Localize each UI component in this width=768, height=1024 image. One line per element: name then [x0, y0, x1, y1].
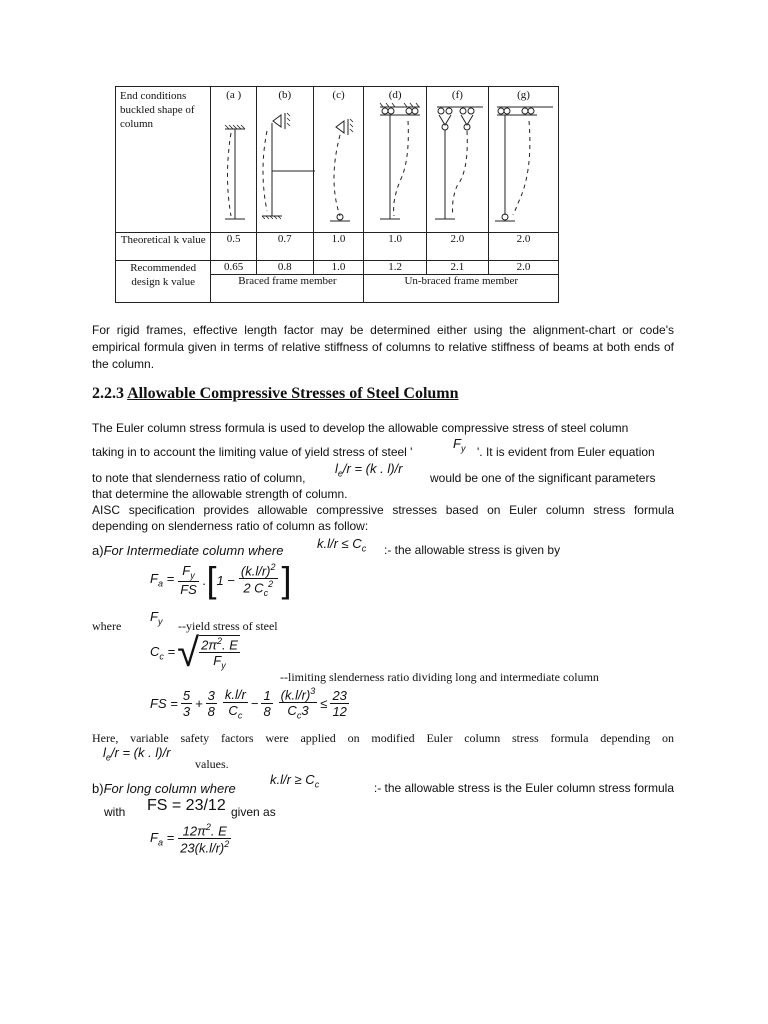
fa-long-formula: $F_a$ = $\frac{12\pi^2. E}{23(k.l/r)^2}$ — [150, 822, 230, 856]
le-r-expr: $l_e/r = (k$ . l)/r — [103, 745, 171, 763]
column-a-diagram — [211, 101, 257, 231]
aisc-paragraph-line1: AISC specification provides allowable compressive stresses based on Euler column stress formula — [92, 503, 674, 517]
section-heading — [92, 385, 459, 403]
euler-paragraph-line2a: taking in to account the limiting value of yield stress of steel ' — [92, 445, 413, 459]
euler-paragraph-line4: that determine the allowable strength of column. — [92, 487, 348, 501]
col-c — [313, 87, 364, 233]
recommended-a: 0.65 — [211, 261, 257, 275]
fy-symbol: $F_y$ — [150, 609, 163, 627]
col-f — [426, 87, 488, 233]
case-a-title: For Intermediate column where — [103, 543, 284, 558]
case-a-suffix: :- the allowable stress is given by — [384, 543, 561, 557]
case-a-line — [92, 542, 283, 559]
case-b-condition: $k.l/r \ge C_c$ — [270, 772, 320, 790]
k-factor-table — [115, 86, 559, 303]
values-text: values. — [195, 757, 229, 771]
col-g — [489, 87, 559, 233]
case-b-prefix: b) — [92, 781, 104, 796]
section-number: 2.2.3 — [92, 385, 124, 402]
col-f-label: (f) — [451, 89, 463, 101]
theoretical-f: 2.0 — [426, 233, 488, 261]
col-a-label: (a ) — [226, 89, 242, 101]
col-d — [364, 87, 426, 233]
col-d-label: (d) — [388, 89, 402, 101]
column-f-diagram — [427, 101, 491, 231]
theoretical-a: 0.5 — [211, 233, 257, 261]
theoretical-c: 1.0 — [313, 233, 364, 261]
recommended-label: Recommended design k value — [116, 261, 211, 303]
col-a — [211, 87, 257, 233]
end-conditions-label: End conditions buckled shape of column — [116, 87, 211, 233]
column-b-diagram — [257, 101, 315, 231]
col-g-label: (g) — [517, 89, 530, 101]
fy-symbol-inline: $F_y$ — [453, 436, 466, 454]
case-b-suffix: :- the allowable stress is the Euler column stress formula — [373, 781, 674, 795]
case-b-title: For long column where — [103, 781, 236, 796]
case-b-condition-text: k.l/r ≥ C — [270, 772, 315, 787]
recommended-f: 2.1 — [426, 261, 488, 275]
case-a-prefix: a) — [92, 543, 104, 558]
fs-formula: FS = $\frac{5}{3}$ + $\frac{3}{8}$ $\frac{k.l/r}{C_c}$ − $\frac{1}{8}$ $\frac{(k.l/r)^3}{C_c3}$ ≤ $\frac{23}{12}$ — [150, 686, 347, 721]
rigid-frames-paragraph: For rigid frames, effective length factor may be determined either using the alignment-chart or code's empirical formula given in terms of relative stiffness of columns to relative stiffness of beams at both ends of the column. — [92, 323, 674, 371]
section-title: Allowable Compressive Stresses of Steel Column — [127, 385, 459, 402]
theoretical-d: 1.0 — [364, 233, 426, 261]
col-b-label: (b) — [278, 89, 292, 101]
given-as-label: given as — [231, 805, 276, 819]
recommended-g: 2.0 — [489, 261, 559, 275]
recommended-c: 1.0 — [313, 261, 364, 275]
theoretical-label: Theoretical k value — [116, 233, 211, 261]
unbraced-frame-label: Un-braced frame member — [364, 275, 559, 303]
fs-long-value: FS = 23/12 — [147, 797, 226, 814]
col-c-label: (c) — [332, 89, 345, 101]
case-a-condition: $k.l/r \le C_c$ — [317, 536, 367, 554]
theoretical-g: 2.0 — [489, 233, 559, 261]
fa-intermediate-formula: $F_a$ = $\frac{F_y}{FS}$ . [ 1 − $\frac{(k.l/r)^2}{2 C_c^2}$ ] — [150, 559, 292, 601]
here-paragraph: Here, variable safety factors were applied on modified Euler column stress formula depending on — [92, 731, 674, 745]
case-b-line — [92, 780, 236, 797]
recommended-d: 1.2 — [364, 261, 426, 275]
recommended-b: 0.8 — [256, 261, 313, 275]
euler-paragraph-line3a: to note that slenderness ratio of column, — [92, 471, 306, 485]
col-b — [256, 87, 313, 233]
with-label: with — [104, 805, 126, 819]
euler-paragraph-line3b: would be one of the significant parameters — [430, 471, 656, 485]
braced-frame-label: Braced frame member — [211, 275, 364, 303]
column-g-diagram — [489, 101, 561, 231]
column-c-diagram — [314, 101, 366, 231]
cc-description: --limiting slenderness ratio dividing long and intermediate column — [280, 670, 599, 684]
column-d-diagram — [364, 101, 428, 231]
cc-formula: $C_c$ = √ $\frac{2\pi^2. E}{F_y}$ — [150, 631, 238, 675]
where-label: where — [92, 619, 122, 633]
theoretical-b: 0.7 — [256, 233, 313, 261]
aisc-paragraph-line2: depending on slenderness ratio of column as follow: — [92, 519, 369, 533]
fy-description: --yield stress of steel — [178, 619, 278, 633]
euler-paragraph-line2b: '. It is evident from Euler equation — [477, 445, 655, 459]
slenderness-expr: $l_e/r = (k$ . l)/r — [335, 461, 403, 479]
euler-paragraph-line1: The Euler column stress formula is used to develop the allowable compressive stress of steel column — [92, 421, 629, 435]
case-a-condition-text: k.l/r ≤ C — [317, 536, 362, 551]
